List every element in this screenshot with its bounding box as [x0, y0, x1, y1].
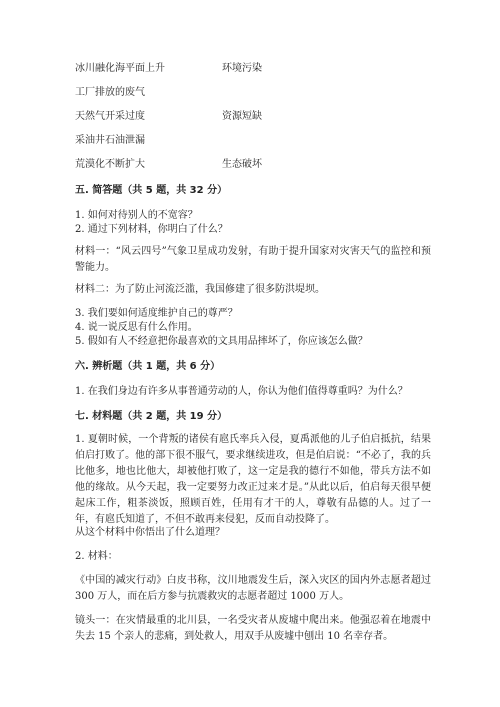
section-5-q3: 3. 我们要如何适度维护自己的尊严？	[75, 308, 238, 319]
section-5-q2: 2. 通过下列材料，你明白了什么？	[75, 224, 228, 235]
match-left-3: 天然气开采过度	[75, 111, 145, 122]
section-7-q2-shot: 镜头一：在灾情最重的北川县，一名受灾者从废墟中爬出来。他强忍着在地震中失去 15 个亲人的悲痛，到处救人，用双手从废墟中刨出 10 名幸存者。	[75, 615, 431, 642]
section-6-q1: 1. 在我们身边有许多从事普通劳动的人，你认为他们值得尊重吗？为什么？	[75, 386, 408, 397]
section-5-q1: 1. 如何对待别人的不宽容？	[75, 210, 198, 221]
section-5-material-2: 材料二：为了防止河流泛滥，我国修建了很多防洪堤坝。	[75, 284, 325, 295]
section-5-q4: 4. 说一说反思有什么作用。	[75, 322, 198, 333]
section-5-q5: 5. 假如有人不经意把你最喜欢的文具用品摔坏了，你应该怎么做？	[75, 336, 368, 347]
section-5-material-1: 材料一：“风云四号”气象卫星成功发射，有助于提升国家对灾害天气的监控和预警能力。	[75, 246, 431, 273]
section-7-q1-text: 1. 夏朝时候，一个背叛的诸侯有扈氏率兵入侵，夏禹派他的儿子伯启抵抗，结果伯启打败了。他的部下很不服气，要求继续进攻，但是伯启说：“不必了，我的兵比他多，地也比他大，却被他打败了，这一定是我的德行不如他，带兵方法不如他的缘故。从今天起，我一定要努力改正过来才是。”从此以后，伯启每天很早便起床工作，粗茶淡饭，照顾百姓，任用有才干的人，尊敬有品德的人。过了一年，有扈氏知道了，不但不敢再来侵犯，反而自动投降了。	[75, 434, 431, 525]
match-left-2: 工厂排放的废气	[75, 87, 145, 98]
match-right-5: 生态破坏	[222, 159, 262, 170]
match-left-1: 冰川融化海平面上升	[75, 63, 165, 74]
match-left-5: 荒漠化不断扩大	[75, 159, 145, 170]
section-5-heading: 五. 简答题（共 5 题，共 32 分）	[75, 185, 228, 196]
section-7-heading: 七. 材料题（共 2 题，共 19 分）	[75, 411, 228, 422]
section-7-q1-ask: 从这个材料中你悟出了什么道理？	[75, 527, 225, 538]
section-7-q2-label: 2. 材料：	[75, 551, 118, 562]
match-right-3: 资源短缺	[222, 111, 262, 122]
section-7-q2-text: 《中国的减灾行动》白皮书称，汶川地震发生后，深入灾区的国内外志愿者超过 300 万人，而在后方参与抗震救灾的志愿者超过 1000 万人。	[75, 575, 431, 602]
section-6-heading: 六. 辨析题（共 1 题，共 6 分）	[75, 361, 221, 372]
match-right-1: 环境污染	[222, 63, 262, 74]
match-left-4: 采油井石油泄漏	[75, 135, 145, 146]
